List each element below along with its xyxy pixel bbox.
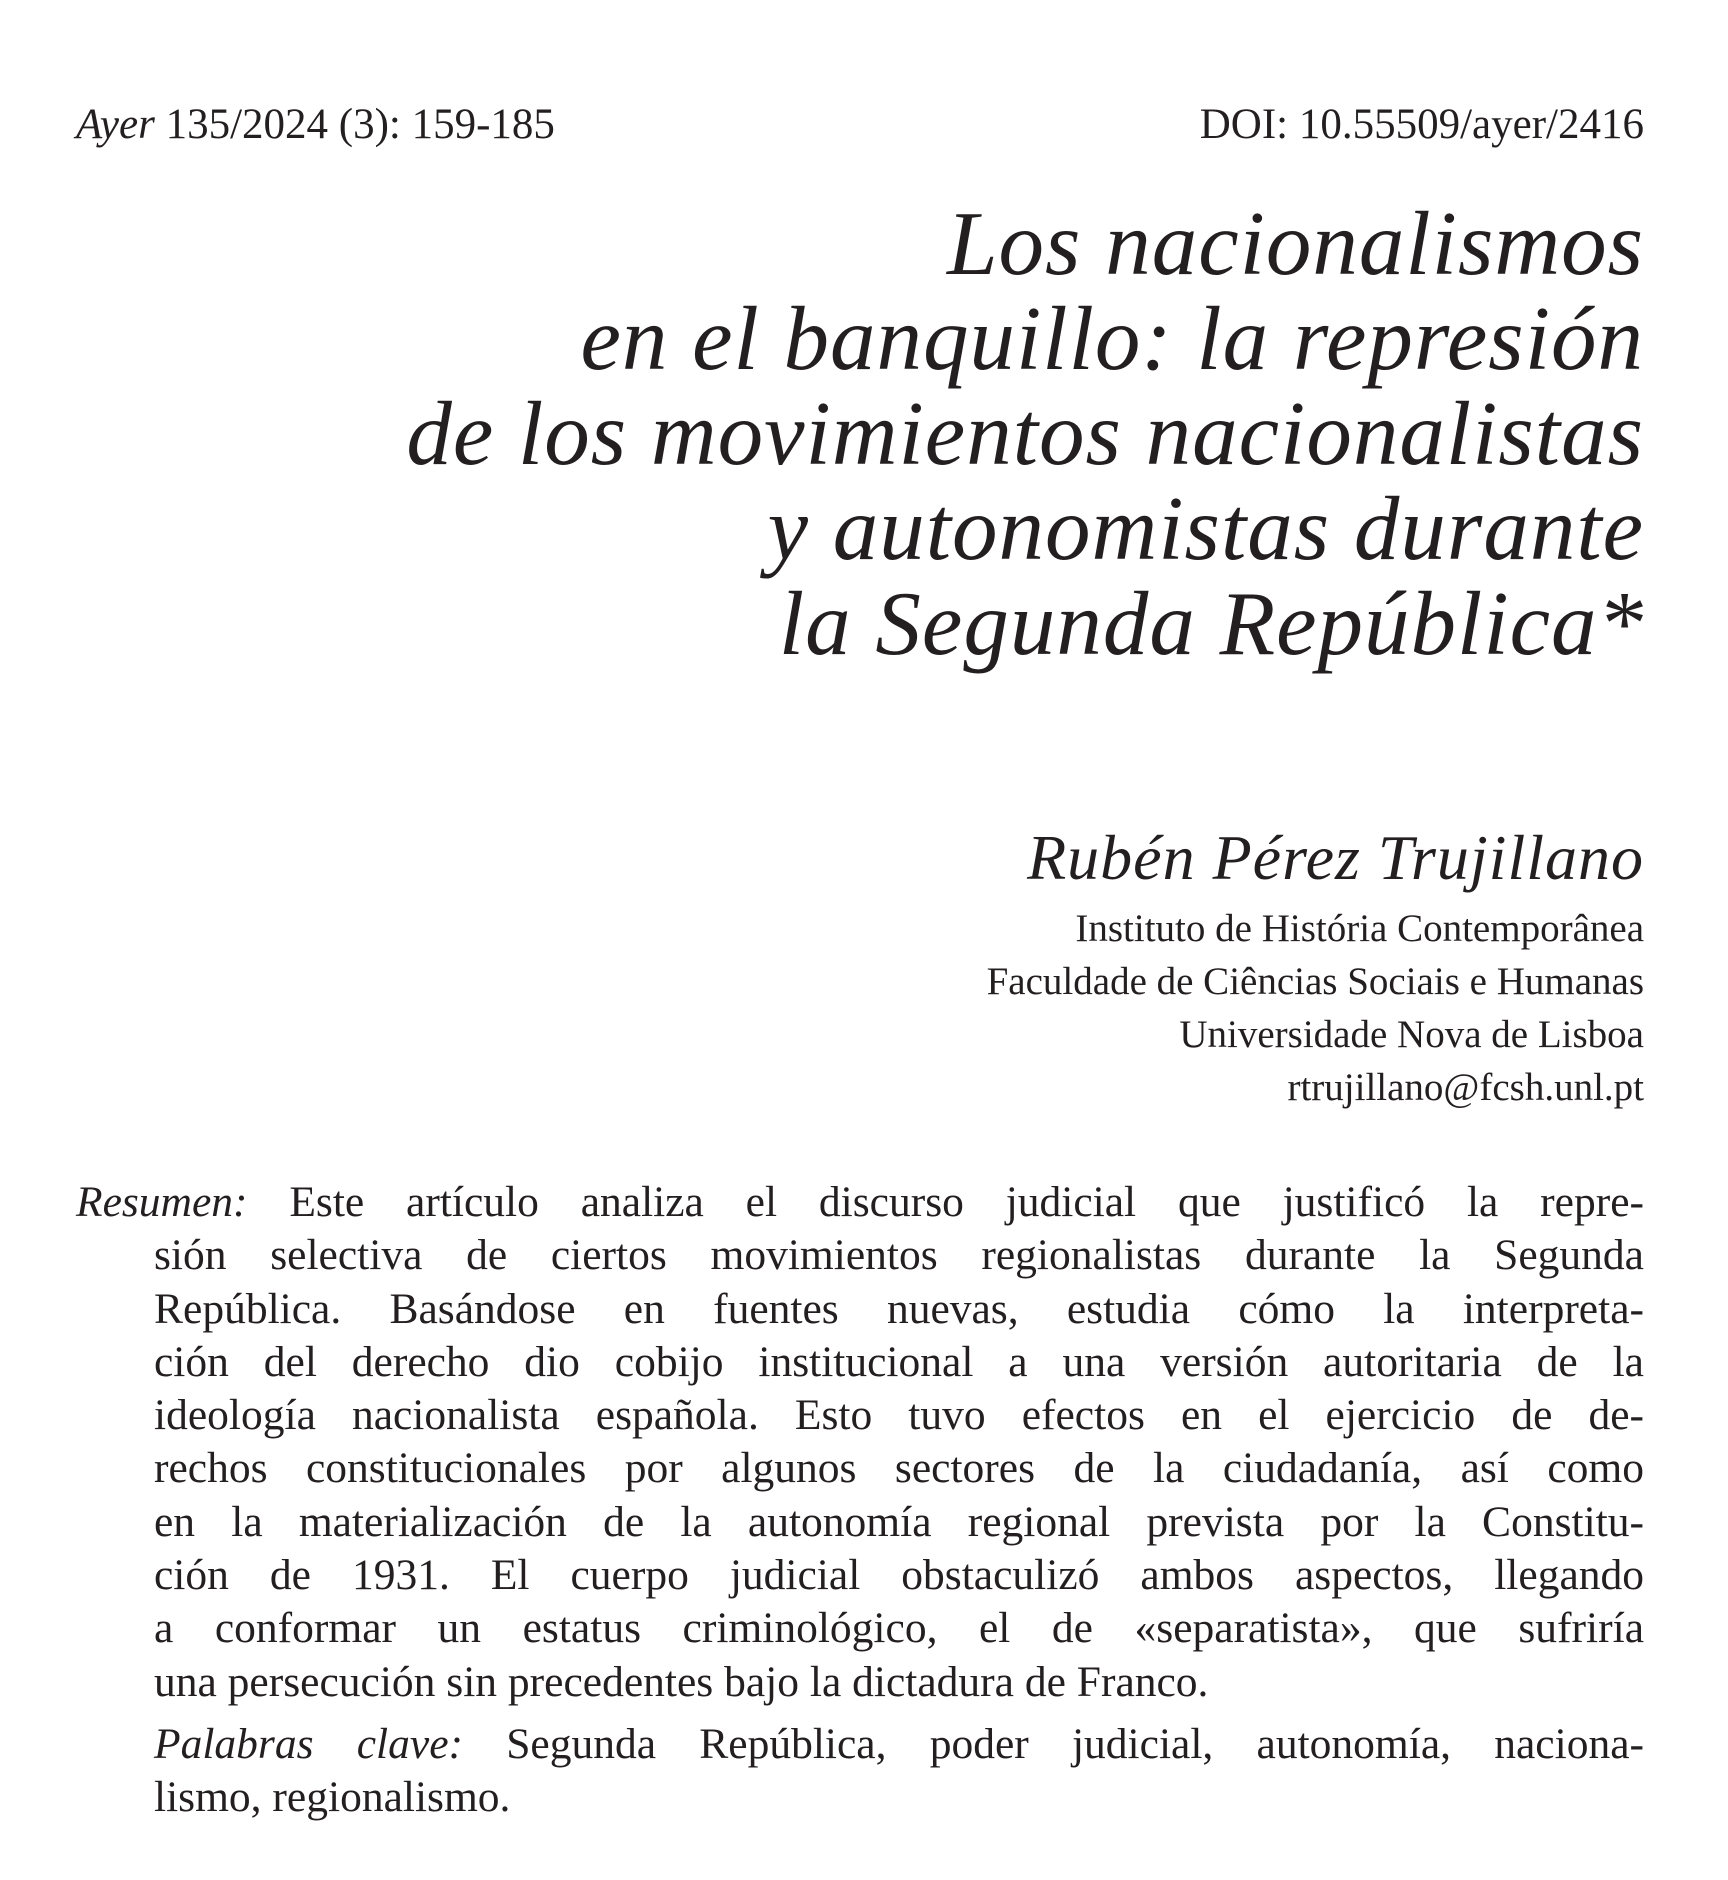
title-line: Los nacionalismos bbox=[946, 193, 1644, 294]
abstract-line: ción de 1931. El cuerpo judicial obstaculizó ambos aspectos, llegando bbox=[154, 1551, 1644, 1600]
abstract-line: República. Basándose en fuentes nuevas, estudia cómo la interpreta- bbox=[154, 1284, 1644, 1333]
abstract-label: Resumen: bbox=[76, 1178, 248, 1226]
journal-citation bbox=[76, 100, 555, 150]
abstract-line: a conformar un estatus criminológico, el de «separatista», que sufriría bbox=[154, 1604, 1644, 1653]
author-name: Rubén Pérez Trujillano bbox=[1027, 822, 1644, 893]
article-title bbox=[76, 193, 1644, 674]
author-affiliation bbox=[987, 902, 1644, 1114]
abstract-line: una persecución sin precedentes bajo la dictadura de Franco. bbox=[154, 1657, 1209, 1706]
article-first-page bbox=[76, 0, 1644, 1880]
keywords-line bbox=[154, 1718, 1644, 1771]
abstract-text: Este artículo analiza el discurso judicial que justificó la repre- bbox=[247, 1178, 1644, 1226]
abstract bbox=[76, 1176, 1644, 1709]
title-line: de los movimientos nacionalistas bbox=[406, 383, 1644, 484]
running-header bbox=[76, 100, 1644, 150]
keywords-label: Palabras clave: bbox=[154, 1720, 463, 1768]
title-line: y autonomistas durante bbox=[767, 478, 1644, 579]
keywords-text: Segunda República, poder judicial, autonomía, naciona- bbox=[462, 1720, 1644, 1768]
affiliation-faculty: Faculdade de Ciências Sociais e Humanas bbox=[986, 960, 1644, 1003]
abstract-line: rechos constitucionales por algunos sectores de la ciudadanía, así como bbox=[154, 1444, 1644, 1493]
abstract-line: en la materialización de la autonomía regional prevista por la Constitu- bbox=[154, 1497, 1644, 1546]
abstract-line: sión selectiva de ciertos movimientos regionalistas durante la Segunda bbox=[154, 1231, 1644, 1280]
abstract-line bbox=[76, 1176, 1644, 1229]
affiliation-institute: Instituto de História Contemporânea bbox=[1075, 907, 1644, 950]
keywords bbox=[154, 1718, 1644, 1825]
title-line: la Segunda República* bbox=[778, 573, 1644, 674]
doi: DOI: 10.55509/ayer/2416 bbox=[1199, 101, 1644, 148]
author-email: rtrujillano@fcsh.unl.pt bbox=[1287, 1066, 1644, 1109]
title-line: en el banquillo: la represión bbox=[580, 288, 1644, 389]
journal-issue: 135/2024 (3): 159-185 bbox=[154, 101, 555, 148]
abstract-line: ción del derecho dio cobijo institucional a una versión autoritaria de la bbox=[154, 1337, 1644, 1386]
affiliation-university: Universidade Nova de Lisboa bbox=[1179, 1013, 1644, 1056]
journal-name: Ayer bbox=[76, 101, 155, 148]
abstract-line: ideología nacionalista española. Esto tuvo efectos en el ejercicio de de- bbox=[154, 1391, 1644, 1440]
keywords-line: lismo, regionalismo. bbox=[154, 1773, 511, 1822]
